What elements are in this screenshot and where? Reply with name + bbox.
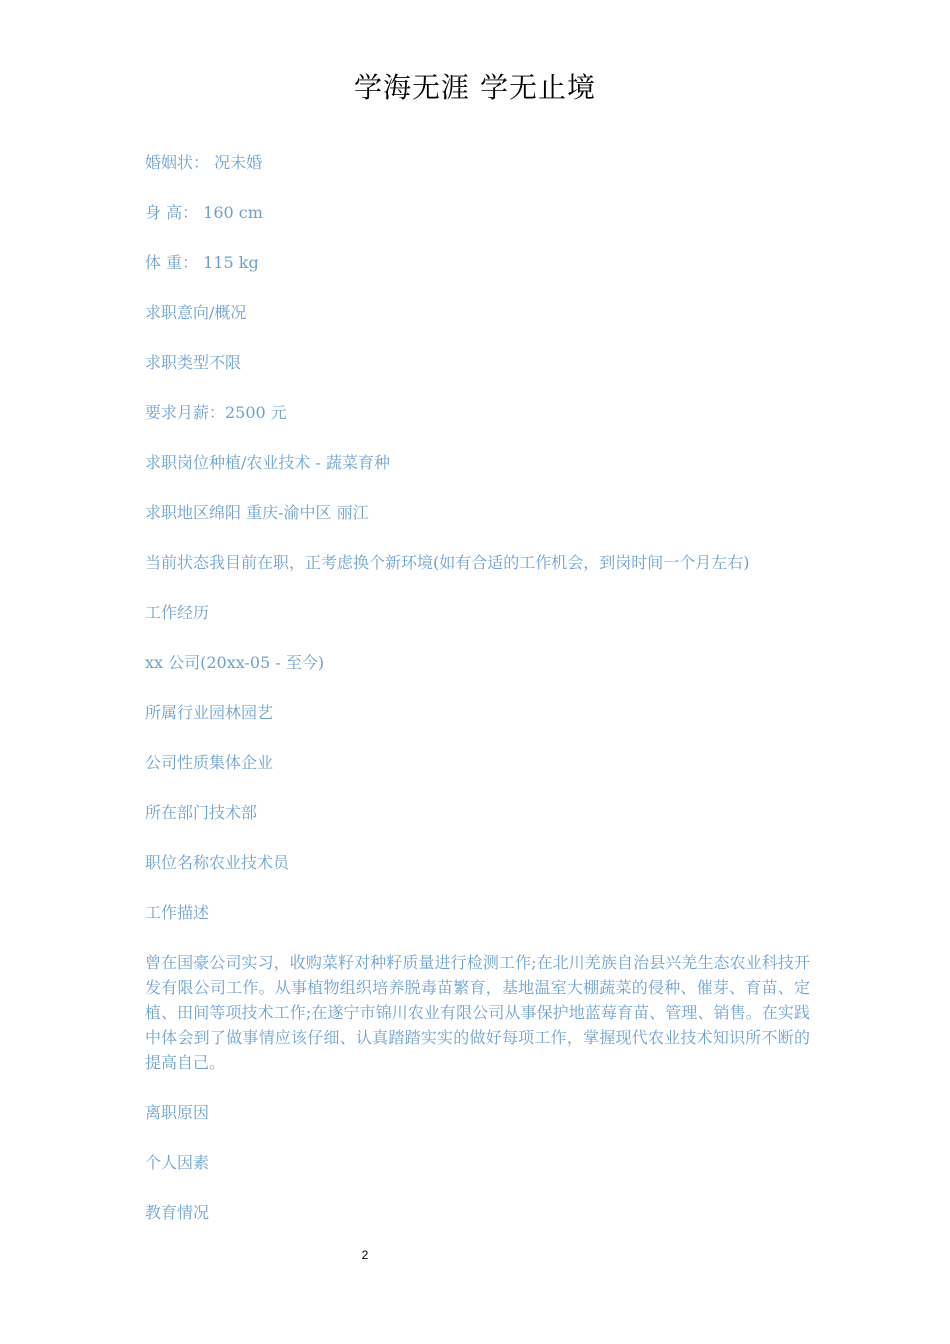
desired-position: 求职岗位种植/农业技术 - 蔬菜育种	[145, 453, 390, 472]
company: xx 公司(20xx-05 - 至今)	[145, 653, 325, 672]
job-type: 求职类型不限	[145, 353, 242, 372]
work-experience-heading: 工作经历	[145, 603, 210, 622]
company-type: 公司性质集体企业	[145, 753, 274, 772]
desired-location: 求职地区绵阳 重庆-渝中区 丽江	[145, 503, 369, 522]
department: 所在部门技术部	[145, 803, 258, 822]
expected-salary: 要求月薪：2500 元	[145, 403, 287, 422]
marital-status: 婚姻状： 况未婚	[145, 153, 263, 172]
job-title: 职位名称农业技术员	[145, 853, 290, 872]
weight: 体 重： 115 kg	[145, 253, 259, 272]
page-title: 学海无涯 学无止境	[354, 71, 596, 104]
industry: 所属行业园林园艺	[145, 703, 274, 722]
leaving-reason-heading: 离职原因	[145, 1103, 210, 1122]
education-heading: 教育情况	[145, 1203, 210, 1222]
height: 身 高： 160 cm	[145, 203, 263, 222]
work-description: 曾在国豪公司实习，收购菜籽对种籽质量进行检测工作;在北川羌族自治县兴羌生态农业科技开发有限公司工作。从事植物组织培养脱毒苗繁育，基地温室大棚蔬菜的侵种、催芽、育苗、定植、田间等项技术工作;在遂宁市锦川农业有限公司从事保护地蓝莓育苗、管理、销售。在实践中体会到了做事情应该仔细、认真踏踏实实的做好每项工作，掌握现代农业技术知识所不断的提高自己。	[145, 953, 810, 1072]
page-number: 2	[361, 1248, 369, 1262]
job-intention-heading: 求职意向/概况	[145, 303, 247, 322]
work-description-heading: 工作描述	[145, 903, 210, 922]
current-status: 当前状态我目前在职，正考虑换个新环境(如有合适的工作机会，到岗时间一个月左右)	[145, 553, 750, 572]
leaving-reason: 个人因素	[145, 1153, 210, 1172]
resume-content	[145, 150, 810, 1250]
